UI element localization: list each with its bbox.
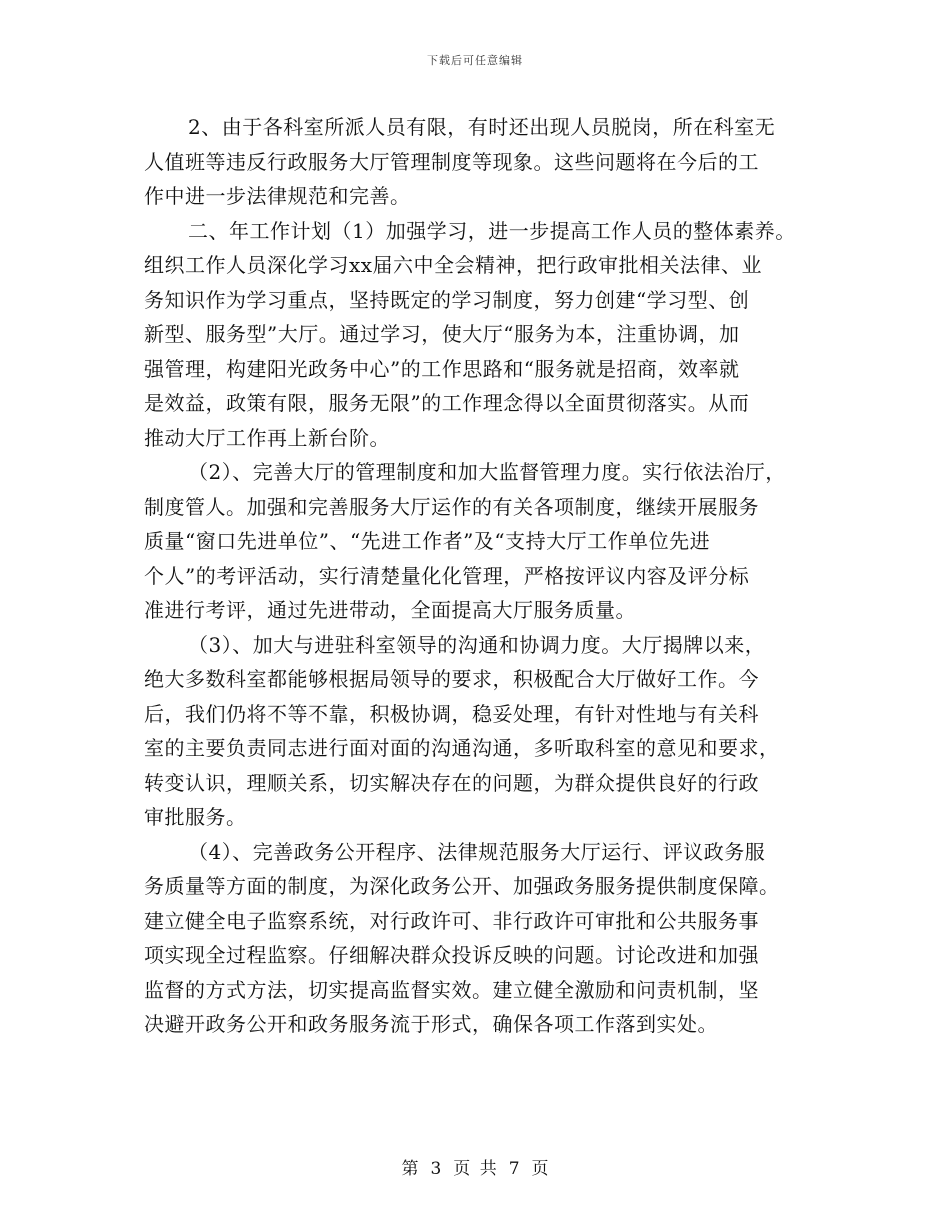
document-body	[144, 110, 834, 1042]
text-line: 是效益，政策有限，服务无限”的工作理念得以全面贯彻落实。从而	[144, 391, 750, 415]
text-line: 项实现全过程监察。仔细解决群众投诉反映的问题。讨论改进和加强	[144, 943, 759, 967]
paragraph	[144, 628, 834, 835]
text-line: 室的主要负责同志进行面对面的沟通沟通，多听取科室的意见和要求，	[144, 736, 780, 760]
text-line: （4）、完善政务公开程序、法律规范服务大厅运行、评议政务服	[188, 839, 766, 864]
page-header: 下载后可任意编辑	[427, 54, 523, 67]
page-footer	[0, 1154, 950, 1179]
paragraph	[144, 835, 834, 1042]
text-line: 务知识作为学习重点，坚持既定的学习制度，努力创建“学习型、创	[144, 287, 750, 312]
paragraph	[144, 110, 834, 214]
text-line: 绝大多数科室都能够根据局领导的要求，积极配合大厅做好工作。今	[144, 667, 759, 691]
text-line: （3）、加大与进驻科室领导的沟通和协调力度。大厅揭牌以来，	[188, 632, 766, 657]
text-line: 后，我们仍将不等不靠，积极协调，稳妥处理，有针对性地与有关科	[144, 701, 759, 726]
text-line: 强管理，构建阳光政务中心”的工作思路和“服务就是招商，效率就	[144, 356, 740, 381]
text-line: 准进行考评，通过先进带动，全面提高大厅服务质量。	[144, 598, 636, 622]
footer-middle: 页 共	[453, 1159, 497, 1179]
text-line: （2）、完善大厅的管理制度和加大监督管理力度。实行依法治厅，	[188, 460, 786, 484]
text-line: 个人”的考评活动，实行清楚量化化管理，严格按评议内容及评分标	[144, 563, 750, 588]
text-line: 推动大厅工作再上新台阶。	[144, 425, 390, 450]
text-line: 决避开政务公开和政务服务流于形式，确保各项工作落到实处。	[144, 1012, 718, 1036]
text-line: 组织工作人员深化学习xx届六中全会精神，把行政审批相关法律、业	[144, 253, 763, 277]
text-line: 务质量等方面的制度，为深化政务公开、加强政务服务提供制度保障。	[144, 874, 780, 898]
text-line: 监督的方式方法，切实提高监督实效。建立健全激励和问责机制，坚	[144, 977, 759, 1002]
text-line: 新型、服务型”大厅。通过学习，使大厅“服务为本，注重协调，加	[144, 322, 740, 346]
footer-suffix: 页	[531, 1159, 549, 1179]
text-line: 2、由于各科室所派人员有限，有时还出现人员脱岗，所在科室无	[188, 115, 776, 139]
page-number: 3	[430, 1159, 442, 1179]
text-line: 转变认识，理顺关系，切实解决存在的问题，为群众提供良好的行政	[144, 770, 759, 795]
text-line: 作中进一步法律规范和完善。	[144, 184, 411, 208]
text-line: 人值班等违反行政服务大厅管理制度等现象。这些问题将在今后的工	[144, 149, 759, 174]
text-line: 二、年工作计划（1）加强学习，进一步提高工作人员的整体素养。	[188, 218, 796, 243]
text-line: 建立健全电子监察系统，对行政许可、非行政许可审批和公共服务事	[144, 908, 759, 933]
paragraph	[144, 214, 834, 456]
footer-prefix: 第	[401, 1159, 419, 1179]
paragraph	[144, 455, 834, 628]
text-line: 质量“窗口先进单位”、“先进工作者”及“支持大厅工作单位先进	[144, 529, 711, 553]
text-line: 审批服务。	[144, 805, 247, 829]
page-total: 7	[508, 1159, 520, 1179]
text-line: 制度管人。加强和完善服务大厅运作的有关各项制度，继续开展服务	[144, 494, 759, 519]
